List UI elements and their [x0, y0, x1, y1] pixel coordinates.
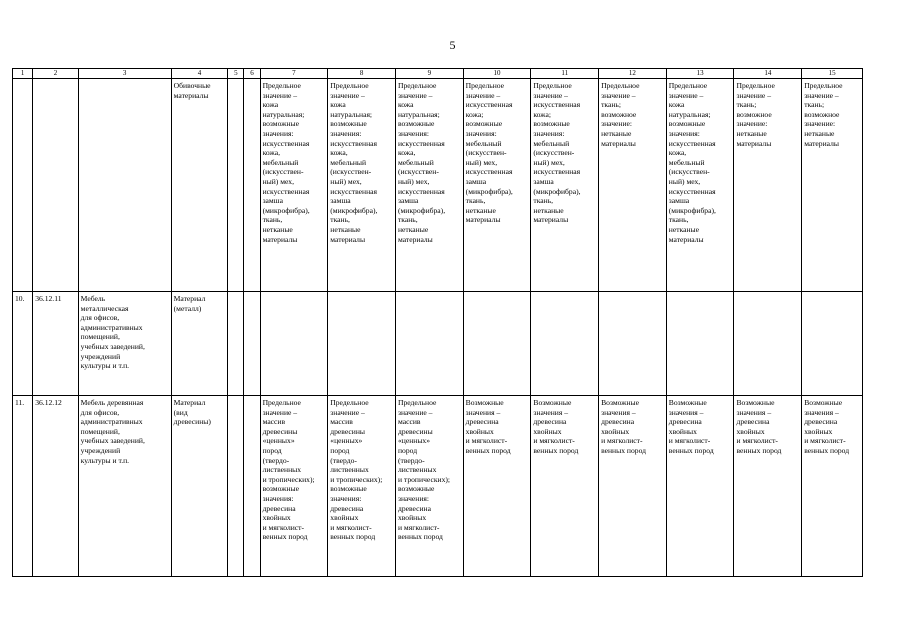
column-number: 10 [463, 69, 531, 79]
value-cell [802, 292, 863, 396]
unit-code-cell [228, 79, 244, 292]
value-cell: Возможные значения – древесина хвойных и мягколист- венных пород [463, 396, 531, 577]
column-number: 11 [531, 69, 599, 79]
value-cell: Возможные значения – древесина хвойных и мягколист- венных пород [666, 396, 734, 577]
table-row-upholstery [13, 79, 863, 292]
product-name-cell [78, 79, 171, 292]
value-cell: Возможные значения – древесина хвойных и мягколист- венных пород [531, 396, 599, 577]
value-cell: Предельное значение – кожа натуральная; возможные значения: искусственная кожа, мебельный (искусствен- ный) мех, искусственная замша (микрофибра), ткань, нетканые материалы [328, 79, 396, 292]
value-cell: Предельное значение – ткань; возможное значение: нетканые материалы [734, 79, 802, 292]
value-cell [734, 292, 802, 396]
characteristic-cell: Обивочные материалы [171, 79, 228, 292]
column-number: 3 [78, 69, 171, 79]
column-number: 14 [734, 69, 802, 79]
column-number: 15 [802, 69, 863, 79]
column-number: 13 [666, 69, 734, 79]
row-number-cell [13, 79, 33, 292]
column-number: 1 [13, 69, 33, 79]
value-cell [260, 292, 328, 396]
value-cell [531, 292, 599, 396]
page-number: 5 [449, 38, 456, 52]
value-cell: Предельное значение – ткань; возможное значение: нетканые материалы [599, 79, 667, 292]
value-cell: Предельное значение – кожа натуральная; возможные значения: искусственная кожа, мебельный (искусствен- ный) мех, искусственная замша (микрофибра), ткань, нетканые материалы [666, 79, 734, 292]
okpd-code-cell: 36.12.11 [33, 292, 78, 396]
unit-name-cell [244, 292, 260, 396]
value-cell: Предельное значение – ткань; возможное значение: нетканые материалы [802, 79, 863, 292]
column-number: 6 [244, 69, 260, 79]
column-number: 4 [171, 69, 228, 79]
value-cell: Возможные значения – древесина хвойных и мягколист- венных пород [802, 396, 863, 577]
characteristic-cell: Материал (вид древесины) [171, 396, 228, 577]
value-cell [666, 292, 734, 396]
column-number: 5 [228, 69, 244, 79]
value-cell: Предельное значение – искусственная кожа; возможные значения: мебельный (искусствен- ный) мех, искусственная замша (микрофибра), ткань, нетканые материалы [463, 79, 531, 292]
column-number: 2 [33, 69, 78, 79]
column-number: 7 [260, 69, 328, 79]
column-number: 8 [328, 69, 396, 79]
characteristic-cell: Материал (металл) [171, 292, 228, 396]
column-number-row [13, 69, 863, 79]
unit-code-cell [228, 292, 244, 396]
value-cell: Предельное значение – массив древесины «ценных» пород (твердо- лиственных и тропических); возможные значения: древесина хвойных и мягколист- венных пород [260, 396, 328, 577]
unit-name-cell [244, 396, 260, 577]
value-cell: Предельное значение – массив древесины «ценных» пород (твердо- лиственных и тропических); возможные значения: древесина хвойных и мягколист- венных пород [328, 396, 396, 577]
row-number-cell: 10. [13, 292, 33, 396]
value-cell: Возможные значения – древесина хвойных и мягколист- венных пород [734, 396, 802, 577]
furniture-requirements-table [12, 68, 863, 577]
value-cell [328, 292, 396, 396]
table-row-wooden-furniture [13, 396, 863, 577]
product-name-cell: Мебель металлическая для офисов, административных помещений, учебных заведений, учреждений культуры и т.п. [78, 292, 171, 396]
value-cell: Предельное значение – кожа натуральная; возможные значения: искусственная кожа, мебельный (искусствен- ный) мех, искусственная замша (микрофибра), ткань, нетканые материалы [260, 79, 328, 292]
table-row-metal-furniture [13, 292, 863, 396]
value-cell: Возможные значения – древесина хвойных и мягколист- венных пород [599, 396, 667, 577]
row-number-cell: 11. [13, 396, 33, 577]
product-name-cell: Мебель деревянная для офисов, административных помещений, учебных заведений, учреждений культуры и т.п. [78, 396, 171, 577]
value-cell [463, 292, 531, 396]
column-number: 12 [599, 69, 667, 79]
column-number: 9 [395, 69, 463, 79]
unit-code-cell [228, 396, 244, 577]
value-cell [395, 292, 463, 396]
value-cell: Предельное значение – искусственная кожа; возможные значения: мебельный (искусствен- ный) мех, искусственная замша (микрофибра), ткань, нетканые материалы [531, 79, 599, 292]
value-cell: Предельное значение – массив древесины «ценных» пород (твердо- лиственных и тропических); возможные значения: древесина хвойных и мягколист- венных пород [395, 396, 463, 577]
okpd-code-cell: 36.12.12 [33, 396, 78, 577]
okpd-code-cell [33, 79, 78, 292]
value-cell [599, 292, 667, 396]
value-cell: Предельное значение – кожа натуральная; возможные значения: искусственная кожа, мебельный (искусствен- ный) мех, искусственная замша (микрофибра), ткань, нетканые материалы [395, 79, 463, 292]
unit-name-cell [244, 79, 260, 292]
